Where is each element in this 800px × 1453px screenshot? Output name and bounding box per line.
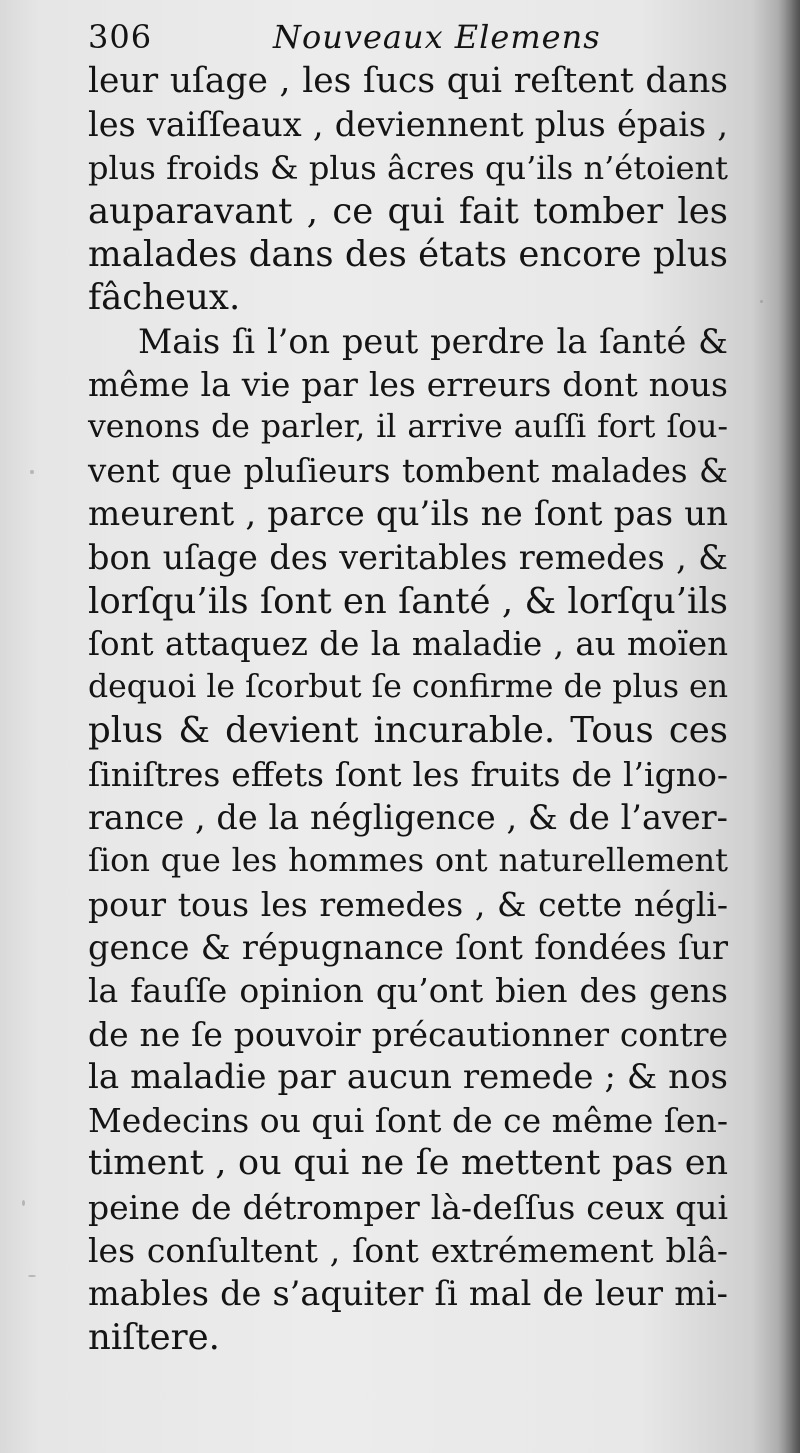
text-line: plus & devient incurable. Tous ces (88, 710, 728, 752)
paper-speck (28, 1275, 36, 1277)
paragraph (88, 60, 728, 320)
paper-speck (22, 1200, 25, 1206)
text-line: même la vie par les erreurs dont nous (88, 365, 728, 405)
text-line: leur uſage , les ſucs qui reſtent dans (88, 61, 728, 101)
text-line: auparavant , ce qui fait tomber les (88, 190, 728, 232)
text-line: gence & répugnance ſont fondées ſur (88, 927, 728, 967)
text-line: les vaiſſeaux , deviennent plus épais , (88, 105, 728, 145)
text-line: pour tous les remedes , & cette négli- (88, 884, 728, 924)
text-line: les conſultent , ſont extrémement blâ- (88, 1231, 728, 1271)
text-line: peine de détromper là-deſſus ceux qui (88, 1187, 728, 1227)
text-line: fâcheux. (88, 277, 241, 319)
text-line: de ne ſe pouvoir précautionner contre (88, 1014, 728, 1054)
text-line: ſont attaquez de la maladie , au moïen (88, 624, 728, 663)
text-line: ſion que les hommes ont naturellement (88, 841, 728, 880)
text-line: la maladie par aucun remede ; & nos (88, 1056, 728, 1097)
text-line: rance , de la négligence , & de l’aver- (88, 798, 728, 838)
text-line: lorſqu’ils ſont en ſanté , & lorſqu’ils (88, 580, 728, 622)
text-line: mables de s’aquiter ſi mal de leur mi- (88, 1274, 728, 1314)
text-line: dequoi le ſcorbut ſe confirme de plus en (88, 669, 728, 706)
text-line: niſtere. (88, 1316, 220, 1358)
paper-speck (760, 300, 763, 303)
text-line: Mais ſi l’on peut perdre la ſanté & (138, 321, 728, 361)
text-line: bon uſage des veritables remedes , & (88, 538, 728, 578)
paragraph (88, 320, 728, 1359)
text-line: malades dans des états encore plus (88, 234, 728, 276)
text-line: plus froids & plus âcres qu’ils n’étoient (88, 148, 728, 187)
text-line: meurent , parce qu’ils ne ſont pas un (88, 493, 728, 534)
body-text (88, 60, 728, 1359)
text-line: Medecins ou qui ſont de ce même ſen- (88, 1101, 728, 1141)
page-number: 306 (88, 18, 153, 56)
text-line: la fauſſe opinion qu’ont bien des gens (88, 971, 728, 1011)
running-title: Nouveaux Elemens (273, 18, 601, 56)
running-head (88, 10, 728, 64)
text-line: ſiniſtres effets ſont les fruits de l’igno- (88, 754, 728, 794)
paper-speck (30, 470, 34, 474)
text-line: timent , ou qui ne ſe mettent pas en (88, 1143, 728, 1184)
text-line: vent que pluſieurs tombent malades & (88, 451, 728, 490)
page-gutter-shadow (778, 0, 800, 1453)
text-line: venons de parler, il arrive auſſi fort ſou- (88, 409, 728, 446)
